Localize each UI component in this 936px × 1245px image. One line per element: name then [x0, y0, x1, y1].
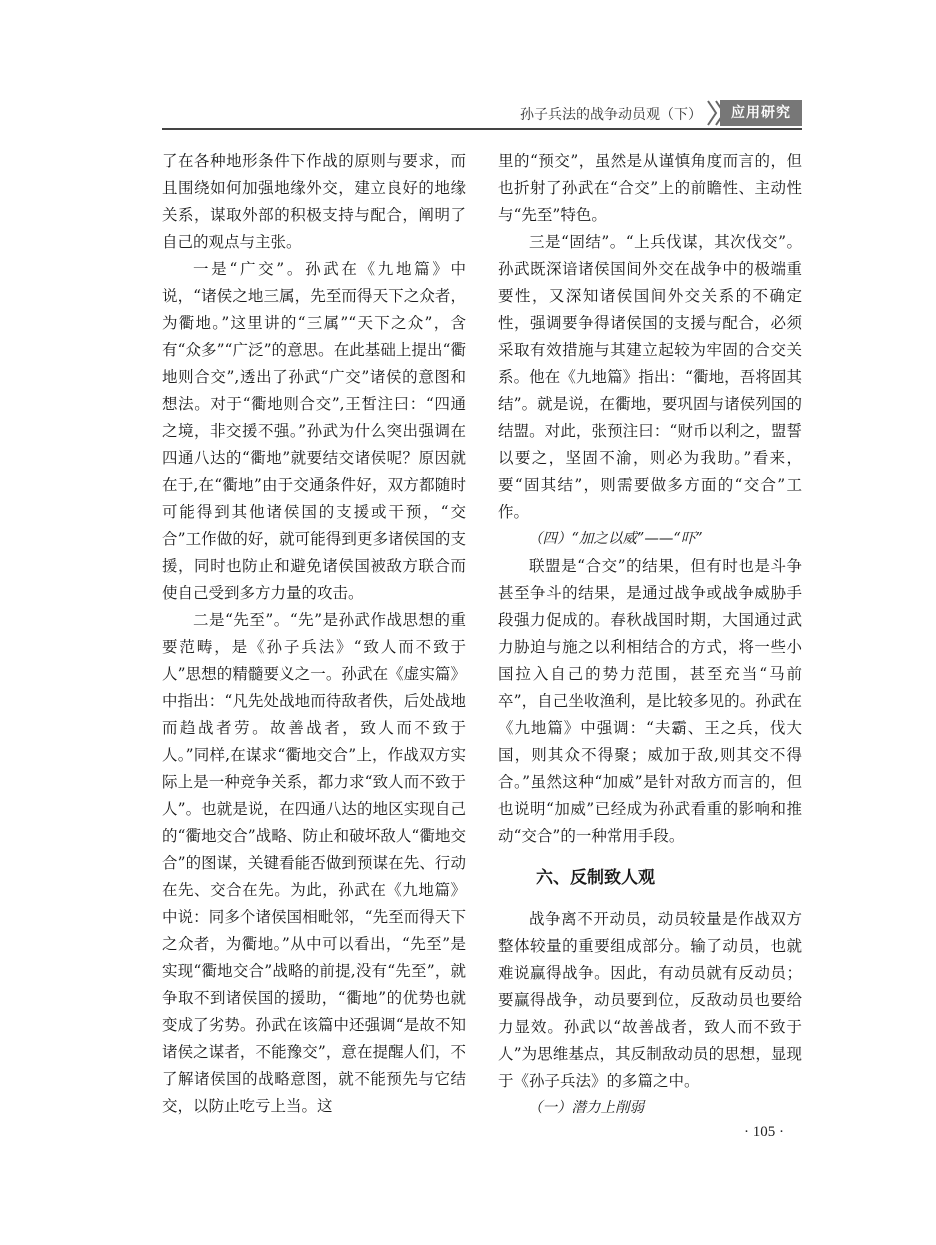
right-paragraph-1: 里的“预交”，虽然是从谨慎角度而言的，但也折射了孙武在“合交”上的前瞻性、主动性与“先至”特色。 [498, 152, 802, 224]
right-paragraph-4: 战争离不开动员，动员较量是作战双方整体较量的重要组成部分。输了动员，也就难说赢得战争。因此，有动员就有反动员；要赢得战争，动员要到位，反敌动员也要给力显效。孙武以“故善战者，致人而不致于人”为思维基点，其反制敌动员的思想，显现于《孙子兵法》的多篇之中。 [498, 910, 802, 1090]
right-paragraph-3: 联盟是“合交”的结果，但有时也是斗争甚至争斗的结果，是通过战争或战争威胁手段强力促成的。春秋战国时期，大国通过武力胁迫与施之以利相结合的方式，将一些小国拉入自己的势力范围，甚至充当“马前卒”，自己坐收渔利，是比较多见的。孙武在《九地篇》中强调：“夫霸、王之兵，伐大国，则其众不得聚；威加于敌,则其交不得合。”虽然这种“加威”是针对敌方而言的，但也说明“加威”已经成为孙武看重的影响和推动“交合”的一种常用手段。 [498, 557, 802, 845]
section-badge: 应用研究 [720, 100, 802, 126]
page-number: · 105 · [744, 1124, 784, 1140]
header-rule [162, 128, 802, 130]
subheading-1: （一）潜力上削弱 [528, 1100, 644, 1116]
section-heading: 六、反制致人观 [536, 868, 655, 888]
right-paragraph-2: 三是“固结”。“上兵伐谋，其次伐交”。孙武既深谙诸侯国间外交在战争中的极端重要性，又深知诸侯国间外交关系的不确定性，强调要争得诸侯国的支援与配合，必须采取有效措施与其建立起较为牢固的合交关系。他在《九地篇》指出：“衢地，吾将固其结”。就是说，在衢地，要巩固与诸侯列国的结盟。对此，张预注曰：“财币以利之，盟誓以要之，坚固不渝，则必为我助。”看来，要“固其结”，则需要做多方面的“交合”工作。 [498, 233, 802, 521]
subheading-4: （四）“加之以威”——“吓” [528, 531, 703, 547]
running-title: 孙子兵法的战争动员观（下） [520, 107, 702, 123]
left-paragraph-2: 一是“广交”。孙武在《九地篇》中说，“诸侯之地三属，先至而得天下之众者，为衢地。”这里讲的“三属”“天下之众”，含有“众多”“广泛”的意思。在此基础上提出“衢地则合交”,透出了孙武“广交”诸侯的意图和想法。对于“衢地则合交”,王皙注曰：“四通之境，非交援不强。”孙武为什么突出强调在四通八达的“衢地”就要结交诸侯呢？原因就在于,在“衢地”由于交通条件好，双方都随时可能得到其他诸侯国的支援或干预，“交合”工作做的好，就可能得到更多诸侯国的支援，同时也防止和避免诸侯国被敌方联合而使自己受到多方力量的攻击。 [162, 260, 466, 602]
right-column [498, 148, 802, 1122]
left-column [162, 148, 466, 1120]
left-paragraph-3: 二是“先至”。“先”是孙武作战思想的重要范畴，是《孙子兵法》“致人而不致于人”思想的精髓要义之一。孙武在《虚实篇》中指出：“凡先处战地而待敌者佚，后处战地而趋战者劳。故善战者，致人而不致于人。”同样,在谋求“衢地交合”上，作战双方实际上是一种竞争关系，都力求“致人而不致于人”。也就是说，在四通八达的地区实现自己的“衢地交合”战略、防止和破坏敌人“衢地交合”的图谋，关键看能否做到预谋在先、行动在先、交合在先。为此，孙武在《九地篇》中说：同多个诸侯国相毗邻，“先至而得天下之众者，为衢地。”从中可以看出，“先至”是实现“衢地交合”战略的前提,没有“先至”，就争取不到诸侯国的援助，“衢地”的优势也就变成了劣势。孙武在该篇中还强调“是故不知诸侯之谋者，不能豫交”，意在提醒人们，不了解诸侯国的战略意图，就不能预先与它结交，以防止吃亏上当。这 [162, 611, 466, 1115]
running-header [162, 98, 802, 128]
left-paragraph-1: 了在各种地形条件下作战的原则与要求，而且围绕如何加强地缘外交，建立良好的地缘关系，谋取外部的积极支持与配合，阐明了自己的观点与主张。 [162, 152, 466, 251]
